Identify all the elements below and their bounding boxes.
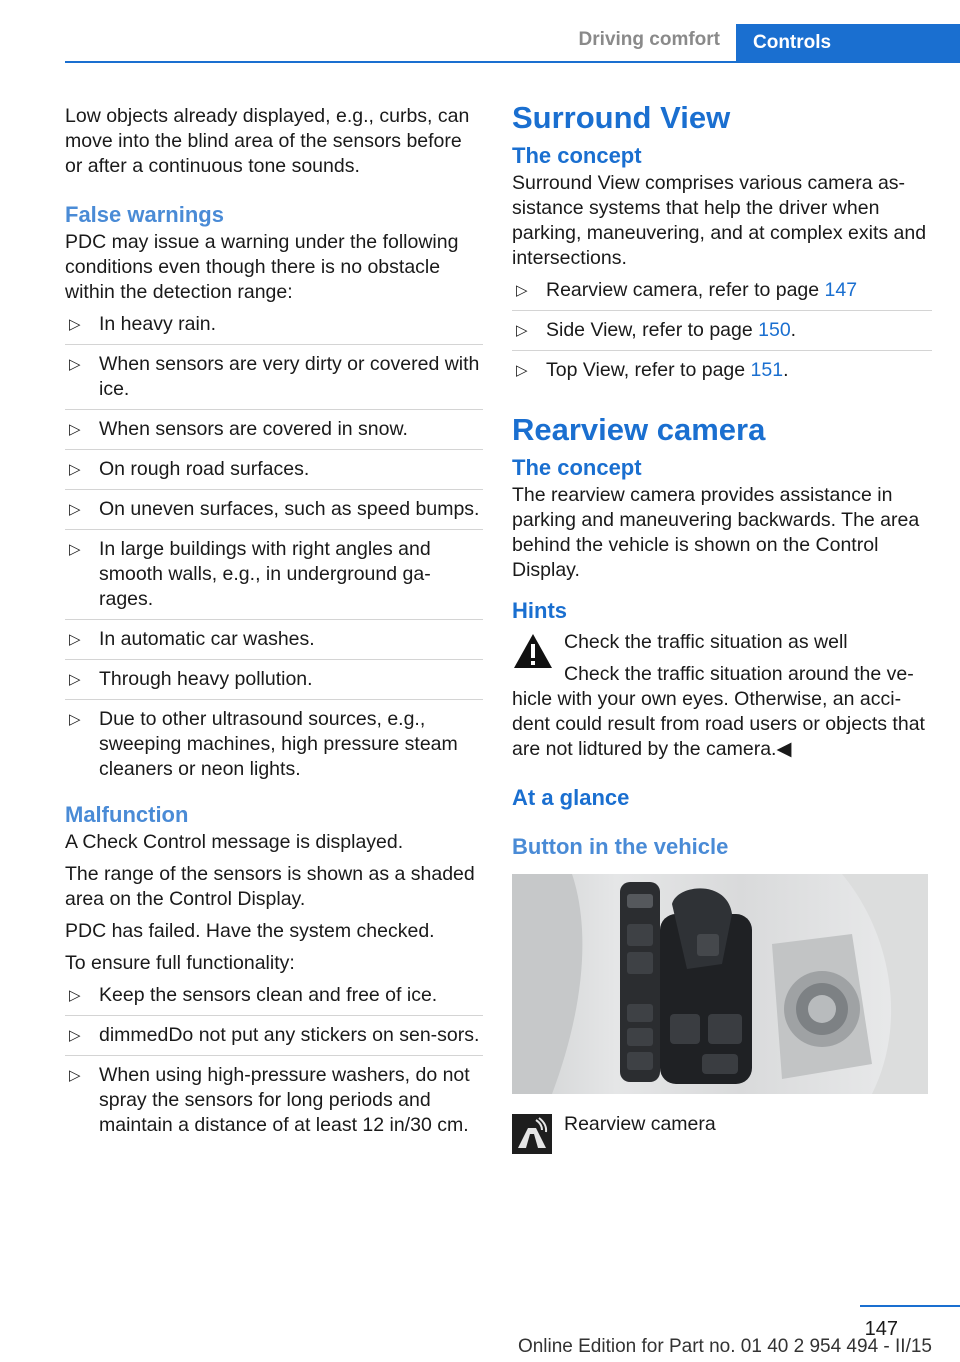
- malfunction-list: [65, 983, 483, 1145]
- bullet-triangle-icon: ▷: [69, 541, 81, 558]
- bullet-triangle-icon: ▷: [69, 671, 81, 688]
- edition-note: Online Edition for Part no. 01 40 2 954 494 - II/15: [517, 1336, 932, 1357]
- header-section: Driving comfort: [578, 29, 720, 50]
- warning-title: Check the traffic situation as well: [564, 631, 848, 653]
- rearview-camera-button-row: [512, 1112, 932, 1156]
- at-a-glance-heading: At a glance: [512, 785, 630, 810]
- false-warnings-heading: False warnings: [65, 202, 224, 227]
- false-warnings-text: PDC may issue a warning under the following conditions even though there is no obstacle within the detection range:: [65, 231, 459, 303]
- rearview-camera-label: Rearview camera: [564, 1113, 716, 1135]
- vehicle-console-photo: [512, 874, 928, 1094]
- list-item: ▷ When using high-pressure washers, do not spray the sensors for long periods and maintain a distance of at least 12 in/30 cm.: [69, 1064, 470, 1136]
- bullet-triangle-icon: ▷: [516, 322, 528, 339]
- list-item: ▷ When sensors are very dirty or covered with ice.: [65, 352, 483, 410]
- warning-block: [512, 630, 932, 762]
- rearview-concept-text: The rearview camera provides assistance in parking and maneuvering backwards. The area behind the vehicle is shown on the Control Display.: [512, 484, 920, 581]
- footer-rule: [860, 1305, 960, 1307]
- rearview-concept-heading: The concept: [512, 455, 642, 480]
- warning-text-rest: hicle with your own eyes. Otherwise, an acci‐dent could result from road users or objects that are not lidtured by the camera.◀: [512, 688, 925, 760]
- malfunction-heading: Malfunction: [65, 802, 189, 827]
- console-illustration: [512, 874, 928, 1094]
- malfunction-p2: The range of the sensors is shown as a shaded area on the Control Display.: [65, 863, 475, 910]
- list-item: ▷ Rearview camera, refer to page 147: [512, 278, 932, 311]
- warning-text-line1: Check the traffic situation around the ve‐: [564, 663, 914, 685]
- bullet-triangle-icon: ▷: [69, 421, 81, 438]
- bullet-triangle-icon: ▷: [516, 282, 528, 299]
- malfunction-p1: A Check Control message is displayed.: [65, 831, 404, 853]
- bullet-triangle-icon: ▷: [69, 356, 81, 373]
- list-item: ▷ In large buildings with right angles and smooth walls, e.g., in underground ga‐rages.: [65, 537, 483, 620]
- bullet-triangle-icon: ▷: [69, 1027, 81, 1044]
- button-in-vehicle-heading: Button in the vehicle: [512, 834, 729, 859]
- list-item: ▷ In heavy rain.: [65, 312, 483, 345]
- left-column: [65, 104, 483, 1152]
- list-item: ▷ dimmedDo not put any stickers on sen‐sors.: [65, 1023, 483, 1056]
- header-rule: [65, 61, 960, 63]
- list-item: ▷ Top View, refer to page 151.: [516, 359, 789, 381]
- list-item: ▷ Keep the sensors clean and free of ice.: [65, 983, 483, 1016]
- bullet-triangle-icon: ▷: [69, 316, 81, 333]
- malfunction-p4: To ensure full functionality:: [65, 952, 295, 974]
- bullet-triangle-icon: ▷: [69, 631, 81, 648]
- page-link[interactable]: 150: [758, 319, 791, 341]
- warning-triangle-icon: [512, 632, 554, 670]
- surround-view-heading: Surround View: [512, 100, 731, 135]
- bullet-triangle-icon: ▷: [516, 362, 528, 379]
- bullet-triangle-icon: ▷: [69, 461, 81, 478]
- malfunction-p3: PDC has failed. Have the system checked.: [65, 920, 435, 942]
- surround-list: [512, 278, 932, 390]
- page-link[interactable]: 147: [824, 279, 858, 301]
- page-link[interactable]: 151: [750, 359, 784, 381]
- intro-paragraph: Low objects already displayed, e.g., curbs, can move into the blind area of the sensors before or after a continuous tone sounds.: [65, 105, 470, 177]
- rearview-camera-button-icon: [512, 1114, 552, 1154]
- surround-concept-heading: The concept: [512, 143, 642, 168]
- bullet-triangle-icon: ▷: [69, 501, 81, 518]
- hints-heading: Hints: [512, 598, 567, 623]
- list-item: ▷ Through heavy pollution.: [65, 667, 483, 700]
- list-item: ▷ Side View, refer to page 150.: [512, 318, 932, 351]
- list-item: ▷ On uneven surfaces, such as speed bumps.: [65, 497, 483, 530]
- surround-concept-text: Surround View comprises various camera as‐sistance systems that help the driver when parking, maneuvering, and at complex exits and intersections.: [512, 172, 927, 269]
- page-number: 147: [864, 1318, 898, 1340]
- header-tab-controls: Controls: [736, 24, 960, 62]
- right-column: [512, 100, 932, 1156]
- bullet-triangle-icon: ▷: [69, 1067, 81, 1084]
- list-item: ▷ In automatic car washes.: [65, 627, 483, 660]
- list-item: ▷ When sensors are covered in snow.: [65, 417, 483, 450]
- list-item: ▷ On rough road surfaces.: [65, 457, 483, 490]
- list-item: ▷ Due to other ultrasound sources, e.g., sweeping machines, high pressure steam cleaners or neon lights.: [69, 708, 458, 780]
- false-warnings-list: [65, 312, 483, 789]
- rearview-camera-heading: Rearview camera: [512, 412, 766, 447]
- bullet-triangle-icon: ▷: [69, 987, 81, 1004]
- bullet-triangle-icon: ▷: [69, 711, 81, 728]
